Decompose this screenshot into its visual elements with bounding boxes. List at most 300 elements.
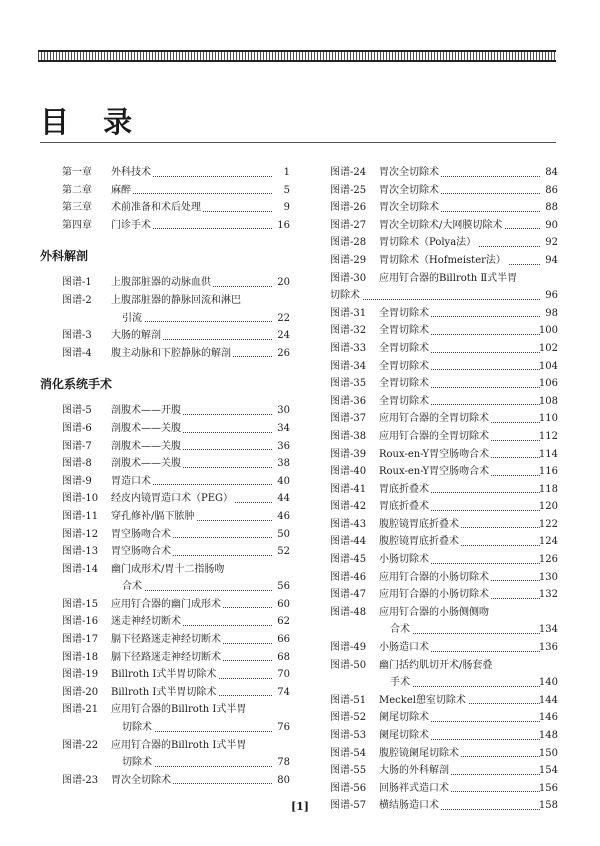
toc-entry[interactable] [330,340,558,358]
toc-entry-title [379,533,540,551]
toc-entry-continuation[interactable] [62,754,290,772]
toc-entry-title [379,551,540,569]
toc-entry[interactable] [330,569,558,587]
dot-leader [122,321,272,322]
toc-entry-title [379,498,540,516]
toc-entry[interactable] [330,551,558,569]
toc-entry-page: 5 [283,184,290,196]
toc-entry-number: 图谱-33 [330,342,367,354]
toc-entry-title [111,490,272,508]
toc-entry-page: 38 [277,458,290,470]
toc-entry-page: 70 [277,669,290,681]
toc-entry-title [111,526,272,544]
toc-entry-number: 图谱-55 [330,765,367,777]
toc-entry[interactable] [62,508,290,526]
toc-entry-number: 图谱-38 [330,430,367,442]
toc-entry-page: 34 [277,422,290,434]
toc-entry[interactable] [62,327,290,345]
toc-entry-continuation[interactable] [330,674,558,692]
toc-entry-title-text: 迷走神经切断术 [111,616,181,628]
toc-entry-page: 156 [538,782,558,794]
toc-entry-title-text: Roux-en-Y胃空肠吻合术 [379,448,490,460]
toc-entry-page: 104 [538,360,558,372]
toc-entry-page: 118 [538,483,558,495]
toc-entry-page: 9 [283,202,290,214]
toc-entry-number: 图谱-13 [62,546,99,558]
toc-entry-title [379,657,540,675]
toc-entry-title-text: 门诊手术 [111,219,151,231]
toc-entry[interactable] [330,709,558,727]
toc-entry-number: 图谱-21 [62,704,99,716]
toc-entry-number: 图谱-56 [330,782,367,794]
toc-entry-title [111,292,272,310]
toc-entry-title [379,340,540,358]
toc-entry-number: 图谱-42 [330,501,367,513]
toc-entry-number: 图谱-36 [330,395,367,407]
toc-entry[interactable] [62,526,290,544]
toc-entry[interactable] [62,701,290,719]
toc-entry-title [379,305,540,323]
toc-entry-title [111,164,272,182]
toc-entry-title-text: 穿孔修补/膈下脓肿 [111,510,195,522]
toc-entry-title-text: 切除术 [122,757,152,769]
dot-leader [122,590,272,591]
toc-entry-title-text: 胃造口术 [111,475,151,487]
toc-entry-number: 第四章 [62,219,92,231]
toc-entry-page: 60 [277,598,290,610]
toc-entry-title-text: 阑尾切除术 [379,712,429,724]
toc-entry-number: 图谱-7 [62,440,92,452]
toc-entry-continuation[interactable] [330,287,558,305]
toc-entry-page: 122 [538,518,558,530]
toc-entry-number: 图谱-57 [330,800,367,812]
toc-entry[interactable] [330,358,558,376]
toc-entry[interactable] [330,498,558,516]
toc-entry-title [111,701,272,719]
toc-entry-title [379,586,540,604]
toc-entry-page: 26 [277,347,290,359]
toc-entry-title-text: 应用钉合器的小肠侧侧吻 [379,606,489,618]
toc-entry-title-text: 胃次全切除术/大网膜切除术 [379,219,503,231]
toc-entry-title [122,754,272,772]
toc-entry-title-text: 术前准备和术后处理 [111,202,201,214]
toc-entry-title-text: 应用钉合器的小肠切除术 [379,571,489,583]
toc-entry-title [379,358,540,376]
toc-entry-title [379,780,540,798]
toc-entry-title-text: 胃空肠吻合术 [111,546,171,558]
toc-entry-page: 30 [277,405,290,417]
toc-entry-page: 80 [277,774,290,786]
toc-entry-number: 图谱-31 [330,307,367,319]
toc-entry-title-text: 回肠袢式造口术 [379,782,449,794]
toc-entry-page: 112 [538,430,558,442]
toc-entry-title-text: 小肠造口术 [379,642,429,654]
toc-entry-page: 108 [538,395,558,407]
toc-entry-title-text: 阑尾切除术 [379,730,429,741]
toc-entry-number: 第三章 [62,202,92,214]
toc-entry-page: 74 [277,686,290,698]
toc-entry[interactable] [62,182,290,200]
toc-entry[interactable] [330,639,558,657]
toc-entry-page: 114 [538,448,558,460]
toc-entry-page: 126 [538,554,558,566]
toc-entry-title-text: 麻醉 [111,184,131,196]
toc-entry-number: 图谱-5 [62,405,92,417]
toc-entry-number: 图谱-53 [330,730,367,741]
toc-entry-title [111,649,272,667]
toc-entry-page: 92 [545,237,558,249]
toc-entry[interactable] [62,455,290,473]
toc-entry-number: 图谱-8 [62,458,92,470]
toc-entry-number: 图谱-20 [62,686,99,698]
toc-entry-number: 图谱-9 [62,475,92,487]
toc-entry-title-text: 胃切除术（Hofmeister法） [379,254,506,266]
toc-entry[interactable] [330,199,558,217]
toc-entry-title-text: 腹主动脉和下腔静脉的解剖 [111,347,231,359]
toc-entry[interactable] [62,613,290,631]
toc-entry-title [379,252,540,270]
toc-entry-title [379,569,540,587]
toc-entry-page: 20 [277,277,290,289]
toc-entry[interactable] [62,631,290,649]
toc-entry-title-text: 全胃切除术 [379,325,429,337]
toc-entry-number: 图谱-6 [62,422,92,434]
toc-entry[interactable] [330,533,558,551]
toc-entry-page: 68 [277,651,290,663]
toc-entry[interactable] [330,305,558,323]
toc-entry-title [111,772,272,790]
toc-entry-page: 98 [545,307,558,319]
page-number: [1] [290,800,310,813]
toc-left-column [40,164,290,789]
toc-entry-title-text: 切除术 [122,722,152,734]
toc-entry-number: 图谱-32 [330,325,367,337]
toc-entry-number: 图谱-27 [330,219,367,231]
toc-entry-title-text: 膈下径路迷走神经切断术 [111,634,221,646]
toc-entry-number: 图谱-39 [330,448,367,460]
toc-entry-title-text: 胃底折叠术 [379,501,429,513]
toc-entry-number: 图谱-35 [330,378,367,390]
toc-entry-page: 56 [277,581,290,593]
toc-entry[interactable] [330,234,558,252]
toc-entry-title-text: 应用钉合器的小肠切除术 [379,589,489,601]
toc-entry-page: 148 [538,730,558,741]
toc-entry-page: 86 [545,184,558,196]
toc-entry[interactable] [330,463,558,481]
toc-entry-page: 116 [538,466,558,478]
toc-entry-number: 图谱-34 [330,360,367,372]
toc-entry[interactable] [62,164,290,182]
toc-entry-title-text: 全胃切除术 [379,360,429,372]
toc-entry[interactable] [330,586,558,604]
toc-entry-page: 158 [538,800,558,812]
toc-entry-number: 图谱-46 [330,571,367,583]
toc-entry[interactable] [330,780,558,798]
toc-entry[interactable] [330,727,558,745]
toc-entry-title [111,596,272,614]
toc-entry-number: 图谱-2 [62,294,92,306]
toc-entry[interactable] [62,274,290,292]
toc-entry-title [111,613,272,631]
toc-entry-page: 134 [538,624,558,636]
toc-entry-title [330,287,540,305]
toc-entry[interactable] [62,666,290,684]
toc-entry-title-text: 经皮内镜胃造口术（PEG） [111,493,234,505]
toc-entry-number: 图谱-50 [330,659,367,671]
toc-entry-page: 46 [277,510,290,522]
toc-entry-number: 图谱-11 [62,510,99,522]
toc-entry-page: 140 [538,677,558,689]
toc-entry-title-text: Billroth Ⅰ式半胃切除术 [111,669,217,681]
toc-entry[interactable] [330,410,558,428]
toc-entry-title [379,375,540,393]
toc-entry-title-text: 合术 [122,581,142,593]
toc-section-heading: 外科解剖 [40,249,89,264]
toc-entry-title-text: 幽门括约肌切开术/肠套叠 [379,659,493,671]
toc-entry-number: 图谱-40 [330,466,367,478]
toc-entry[interactable] [330,692,558,710]
toc-entry-number: 图谱-30 [330,272,367,284]
toc-entry-number: 图谱-22 [62,739,99,751]
toc-entry-number: 图谱-4 [62,347,92,359]
toc-entry-title-text: 大肠的外科解剖 [379,765,449,777]
toc-entry-continuation[interactable] [62,310,290,328]
toc-entry-number: 图谱-17 [62,634,99,646]
toc-entry-number: 图谱-41 [330,483,367,495]
toc-entry-title-text: 剖腹术——关腹 [111,422,181,434]
toc-entry-title-text: 上腹部脏器的静脉回流和淋巴 [111,294,241,306]
toc-entry-number: 图谱-44 [330,536,367,548]
toc-entry-page: 94 [545,254,558,266]
toc-entry-number: 图谱-24 [330,167,367,178]
toc-entry-page: 90 [545,219,558,231]
toc-entry-title [379,217,540,235]
toc-entry-title-text: 合术 [390,624,410,636]
toc-entry-title [111,543,272,561]
toc-entry-title [111,737,272,755]
toc-entry[interactable] [62,438,290,456]
toc-entry-number: 图谱-45 [330,554,367,566]
header-rule [38,50,556,62]
toc-entry-title-text: 引流 [122,312,142,324]
toc-entry[interactable] [330,393,558,411]
toc-entry-title [111,345,272,363]
toc-entry[interactable] [330,252,558,270]
toc-entry-page: 22 [277,312,290,324]
toc-entry[interactable] [62,649,290,667]
toc-entry-page: 88 [545,202,558,214]
toc-entry[interactable] [330,375,558,393]
toc-entry-number: 图谱-16 [62,616,99,628]
toc-entry[interactable] [330,322,558,340]
toc-entry-number: 图谱-26 [330,202,367,214]
toc-entry-title [379,481,540,499]
toc-entry[interactable] [330,516,558,534]
toc-entry-title [379,199,540,217]
toc-entry-page: 120 [538,501,558,513]
toc-entry-number: 图谱-29 [330,254,367,266]
toc-entry-continuation[interactable] [62,578,290,596]
toc-entry-title [390,621,540,639]
toc-entry[interactable] [62,345,290,363]
toc-entry-number: 图谱-37 [330,413,367,425]
toc-entry-title [379,709,540,727]
toc-entry-page: 50 [277,528,290,540]
toc-entry-page: 1 [283,167,290,178]
toc-entry-title-text: 应用钉合器的Billroth Ⅰ式半胃 [111,739,247,751]
toc-entry-title-text: 切除术 [330,290,360,302]
toc-entry-title [122,578,272,596]
toc-entry[interactable] [330,446,558,464]
toc-entry-page: 110 [538,413,558,425]
toc-entry-page: 146 [538,712,558,724]
toc-entry-title [111,473,272,491]
toc-entry-title-text: 全胃切除术 [379,395,429,407]
toc-entry-number: 第一章 [62,167,92,178]
toc-entry[interactable] [330,745,558,763]
toc-entry-number: 第二章 [62,184,92,196]
toc-entry-page: 100 [538,325,558,337]
toc-entry-title-text: 全胃切除术 [379,378,429,390]
toc-entry-title-text: 全胃切除术 [379,307,429,319]
toc-entry-page: 150 [538,747,558,759]
toc-entry-page: 154 [538,765,558,777]
dot-leader [390,633,540,634]
toc-entry-title-text: 大肠的解剖 [111,330,161,342]
toc-entry-title [111,182,272,200]
toc-entry-page: 96 [545,290,558,302]
toc-entry-title [122,310,272,328]
toc-entry[interactable] [330,762,558,780]
toc-entry-title [111,274,272,292]
toc-entry[interactable] [62,490,290,508]
toc-entry-title [111,438,272,456]
toc-entry[interactable] [330,217,558,235]
toc-entry-title-text: 剖腹术——关腹 [111,458,181,470]
toc-entry-title-text: 胃切除术（Polya法） [379,237,477,249]
toc-entry-page: 44 [277,493,290,505]
toc-entry-title-text: 幽门成形术/胃十二指肠吻 [111,563,225,575]
toc-entry-title-text: 应用钉合器的Billroth Ⅰ式半胃 [111,704,247,716]
toc-entry[interactable] [62,561,290,579]
toc-entry-number: 图谱-43 [330,518,367,530]
toc-entry[interactable] [62,402,290,420]
toc-entry-title [379,639,540,657]
toc-entry-page: 76 [277,722,290,734]
toc-entry-number: 图谱-49 [330,642,367,654]
toc-entry-page: 130 [538,571,558,583]
toc-entry-title [111,666,272,684]
toc-entry-number: 图谱-25 [330,184,367,196]
toc-entry[interactable] [330,164,558,182]
toc-entry-title [379,393,540,411]
toc-entry-page: 36 [277,440,290,452]
toc-entry-number: 图谱-52 [330,712,367,724]
toc-entry-continuation[interactable] [330,621,558,639]
toc-entry-title [379,604,540,622]
toc-entry[interactable] [330,428,558,446]
toc-entry[interactable] [62,543,290,561]
toc-entry-title [379,428,540,446]
toc-entry-title-text: 腹腔镜阑尾切除术 [379,747,459,759]
toc-entry-title [111,420,272,438]
toc-entry-number: 图谱-28 [330,237,367,249]
page-title: 目 录 [40,105,145,139]
dot-leader [390,686,540,687]
toc-entry-title-text: 胃次全切除术 [379,184,439,196]
toc-entry-title-text: 小肠切除术 [379,554,429,566]
toc-entry[interactable] [330,481,558,499]
dot-leader [111,193,272,194]
toc-entry-page: 66 [277,634,290,646]
toc-entry[interactable] [62,473,290,491]
toc-entry[interactable] [62,737,290,755]
toc-entry[interactable] [62,217,290,235]
toc-entry-title-text: 手术 [390,677,410,689]
toc-entry-number: 图谱-1 [62,277,92,289]
toc-entry-number: 图谱-12 [62,528,99,540]
toc-entry-continuation[interactable] [62,719,290,737]
toc-entry-title-text: 膈下径路迷走神经切断术 [111,651,221,663]
toc-entry-title-text: Roux-en-Y胃空肠吻合术 [379,466,490,478]
toc-entry-page: 40 [277,475,290,487]
toc-entry-number: 图谱-51 [330,694,367,706]
toc-section-heading: 消化系统手术 [40,377,113,392]
toc-entry-number: 图谱-23 [62,774,99,786]
toc-entry-title [379,164,540,182]
toc-entry-title-text: 横结肠造口术 [379,800,439,812]
toc-entry-title-text: 上腹部脏器的动脉血供 [111,277,211,289]
toc-entry-title [379,463,540,481]
toc-entry-title-text: 胃次全切除术 [379,202,439,214]
toc-entry-title [379,410,540,428]
toc-entry-number: 图谱-48 [330,606,367,618]
toc-entry-title-text: 腹腔镜胃底折叠术 [379,536,459,548]
toc-entry-page: 102 [538,342,558,354]
toc-entry-title [111,402,272,420]
toc-entry[interactable] [62,199,290,217]
toc-entry-title-text: 应用钉合器的全胃切除术 [379,430,489,442]
toc-entry[interactable] [330,604,558,622]
toc-entry-number: 图谱-14 [62,563,99,575]
toc-entry-title [379,692,540,710]
toc-entry-title-text: 剖腹术——关腹 [111,440,181,452]
toc-entry-title-text: 胃次全切除术 [379,167,439,178]
toc-entry-page: 24 [277,330,290,342]
toc-entry-title [379,516,540,534]
toc-entry[interactable] [330,182,558,200]
title-rule [40,142,556,143]
toc-entry[interactable] [62,684,290,702]
toc-entry-title [379,270,540,288]
toc-entry-title [111,199,272,217]
toc-entry-title-text: 应用钉合器的Billroth Ⅱ式半胃 [379,272,518,284]
toc-entry[interactable] [62,596,290,614]
toc-entry[interactable] [330,657,558,675]
toc-entry-title [379,234,540,252]
toc-entry[interactable] [62,292,290,310]
toc-entry[interactable] [62,772,290,790]
toc-entry[interactable] [330,270,558,288]
toc-right-column [330,164,558,815]
toc-entry-page: 84 [545,167,558,178]
toc-entry-title-text: 胃底折叠术 [379,483,429,495]
toc-entry-page: 124 [538,536,558,548]
toc-entry-title-text: Billroth Ⅰ式半胃切除术 [111,686,217,698]
toc-entry[interactable] [62,420,290,438]
toc-entry-title [122,719,272,737]
toc-entry-number: 图谱-15 [62,598,99,610]
